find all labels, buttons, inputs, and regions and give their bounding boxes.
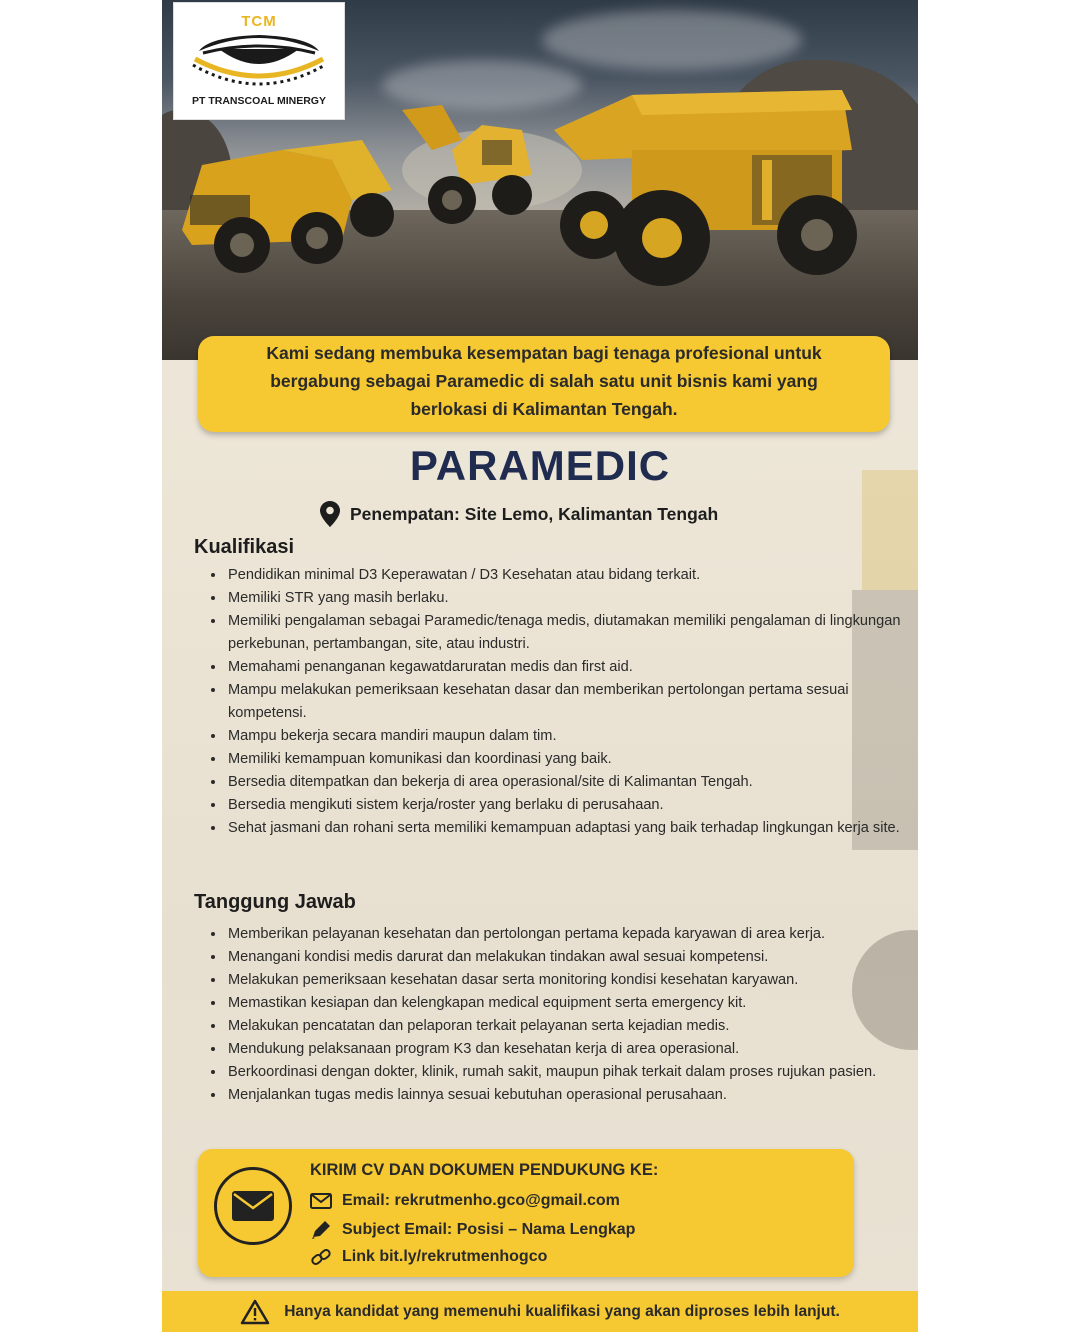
list-item: • Memastikan kesiapan dan kelengkapan medical equipment serta emergency kit. [226,992,916,1015]
job-title: PARAMEDIC [409,442,671,489]
pencil-icon [310,1220,332,1240]
qualifications-list [206,564,916,840]
list-item: • Mendukung pelaksanaan program K3 dan kesehatan kerja di area operasional. [226,1038,916,1061]
logo-emblem-icon [189,29,329,89]
list-item: • Memiliki kemampuan komunikasi dan koordinasi yang baik. [226,748,916,771]
list-item: • Memiliki STR yang masih berlaku. [226,587,916,610]
placement-row [320,500,718,528]
list-item: • Melakukan pemeriksaan kesehatan dasar serta monitoring kondisi kesehatan karyawan. [226,969,916,992]
contact-callout [198,1149,854,1277]
list-item: • Memahami penanganan kegawatdaruratan medis dan first aid. [226,656,916,679]
job-poster [162,0,918,1332]
contact-subject: Subject Email: Posisi – Nama Lengkap [342,1221,636,1238]
intro-line-3: berlokasi di Kalimantan Tengah. [410,399,678,419]
list-item: • Mampu bekerja secara mandiri maupun dalam tim. [226,725,916,748]
list-item: • Bersedia mengikuti sistem kerja/roster yang berlaku di perusahaan. [226,794,916,817]
footer-note-bar [162,1291,918,1332]
envelope-icon [310,1193,332,1209]
qualifications-heading: Kualifikasi [194,536,295,558]
list-item: • Berkoordinasi dengan dokter, klinik, rumah sakit, maupun pihak terkait dalam proses rujukan pasien. [226,1061,916,1084]
list-item: • Menjalankan tugas medis lainnya sesuai kebutuhan operasional perusahaan. [226,1084,916,1107]
contact-link-row [310,1247,547,1267]
envelope-badge [214,1167,292,1245]
list-item: • Memiliki pengalaman sebagai Paramedic/tenaga medis, diutamakan memiliki pengalaman di lingkungan perkebunan, pertambangan, site, atau industri. [226,610,916,656]
responsibilities-heading: Tanggung Jawab [194,891,356,913]
location-pin-icon [320,501,340,527]
hero-mining-photo [162,0,918,360]
contact-heading: KIRIM CV DAN DOKUMEN PENDUKUNG KE: [310,1161,659,1179]
footer-note: Hanya kandidat yang memenuhi kualifikasi yang akan diproses lebih lanjut. [284,1302,840,1320]
contact-link[interactable]: Link bit.ly/rekrutmenhogco [342,1248,548,1265]
responsibilities-list [206,923,916,1107]
envelope-icon [231,1190,275,1222]
warning-icon [240,1299,270,1325]
logo-short-name: TCM [241,13,277,30]
contact-email[interactable]: Email: rekrutmenho.gco@gmail.com [342,1192,620,1209]
link-icon [310,1247,332,1267]
company-logo [173,2,345,120]
company-name: PT TRANSCOAL MINERGY [192,95,326,107]
intro-line-2: bergabung sebagai Paramedic di salah satu unit bisnis kami yang [270,371,818,391]
list-item: • Menangani kondisi medis darurat dan melakukan tindakan awal sesuai kompetensi. [226,946,916,969]
contact-email-row [310,1192,620,1210]
list-item: • Pendidikan minimal D3 Keperawatan / D3 Kesehatan atau bidang terkait. [226,564,916,587]
intro-callout [198,336,890,432]
list-item: • Mampu melakukan pemeriksaan kesehatan dasar dan memberikan pertolongan pertama sesuai kompetensi. [226,679,916,725]
intro-line-1: Kami sedang membuka kesempatan bagi tenaga profesional untuk [266,343,822,363]
list-item: • Bersedia ditempatkan dan bekerja di area operasional/site di Kalimantan Tengah. [226,771,916,794]
placement-text: Penempatan: Site Lemo, Kalimantan Tengah [350,503,719,524]
list-item: • Sehat jasmani dan rohani serta memiliki kemampuan adaptasi yang baik terhadap lingkungan kerja site. [226,817,916,840]
contact-subject-row [310,1220,635,1240]
list-item: • Melakukan pencatatan dan pelaporan terkait pelayanan serta kejadian medis. [226,1015,916,1038]
list-item: • Memberikan pelayanan kesehatan dan pertolongan pertama kepada karyawan di area kerja. [226,923,916,946]
